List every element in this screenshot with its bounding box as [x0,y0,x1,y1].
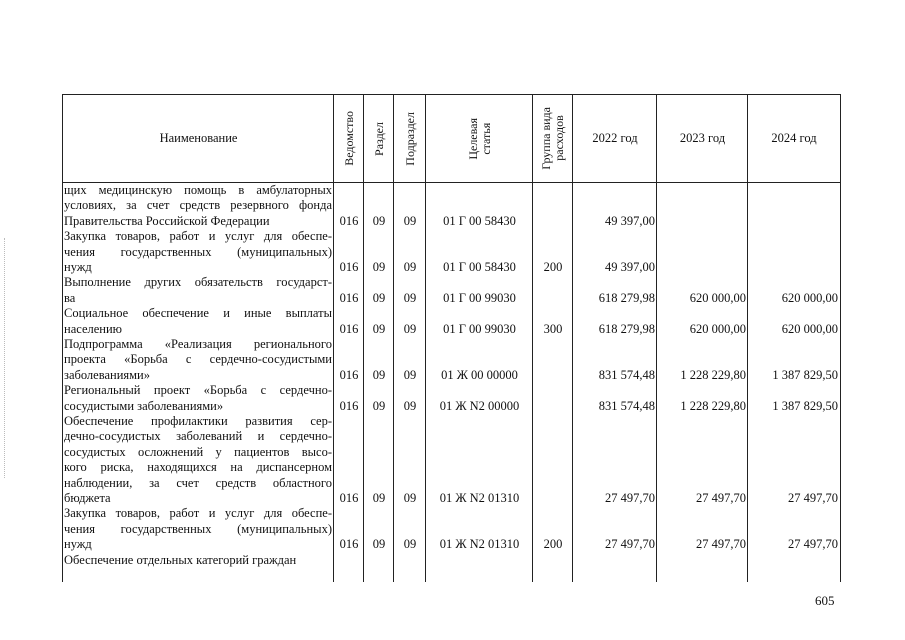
row-name-line: Закупка товаров, работ и услуг для обеспе- [64,229,332,244]
row-name-line: нужд [64,537,92,552]
row-name-line: кого риска, находящихся на диспансерном [64,460,332,475]
col-divider [393,95,394,582]
header-podrazdel-text: Подраздел [402,111,417,166]
row-name-line: чения государственных (муниципальных) [64,244,332,259]
cell-y2022: 49 397,00 [605,260,655,274]
cell-y2022: 618 279,98 [598,321,655,336]
cell-cs: 01 Ж N2 01310 [439,491,520,505]
cell-cs: 01 Ж N2 00000 [439,398,520,413]
cell-y2023: 27 497,70 [696,537,746,552]
row-name-line: чения государственных (муниципальных) [64,521,332,536]
cell-y2024: 620 000,00 [781,321,838,336]
cell-podr: 09 [403,491,417,505]
header-razdel [364,95,394,182]
cell-y2023: 1 228 229,80 [680,398,746,413]
row-name-line: сосудистыми заболеваниями» [64,398,224,413]
header-gruppa [533,95,573,182]
cell-razd: 09 [372,290,386,305]
row-name-line: условиях, за счет средств резервного фонда [64,198,332,213]
row-name-line: сосудистых осложнений у пациентов высо- [64,444,332,459]
cell-ved: 016 [339,213,359,228]
header-celevaya-line1: Целевая [465,117,480,160]
cell-cs: 01 Г 00 99030 [443,290,516,305]
header-gruppa-text [540,107,566,170]
col-divider [572,95,573,582]
cell-ved: 016 [339,367,359,382]
cell-cs: 01 Г 00 99030 [443,321,516,336]
cell-y2022: 618 279,98 [598,290,655,305]
header-name [63,95,334,182]
row-name-line: Выполнение других обязательств государст- [64,275,332,290]
col-divider [656,95,657,582]
cell-ved: 016 [339,321,359,336]
page-number: 605 [815,593,835,608]
header-vedomstvo-text: Ведомство [341,111,356,166]
row-name-line: Правительства Российской Федерации [64,213,270,228]
cell-y2022: 831 574,48 [598,367,655,382]
cell-podr: 09 [403,537,417,552]
row-name-line: Подпрограмма «Реализация регионального [64,337,332,351]
header-2024 [748,95,840,182]
cell-podr: 09 [403,290,417,305]
cell-cs: 01 Г 00 58430 [443,213,516,228]
header-2023 [657,95,748,182]
cell-razd: 09 [372,491,386,505]
cell-y2022: 49 397,00 [605,213,655,228]
col-divider [747,95,748,582]
row-name-line: Закупка товаров, работ и услуг для обеспе- [64,506,332,521]
row-name-line: Обеспечение отдельных категорий граждан [64,552,297,567]
row-name-line: Обеспечение профилактики развития сер- [64,414,332,428]
col-divider [425,95,426,582]
cell-razd: 09 [372,367,386,382]
cell-razd: 09 [372,321,386,336]
cell-podr: 09 [403,260,417,274]
header-vedomstvo [334,95,364,182]
cell-y2022: 831 574,48 [598,398,655,413]
row-name-line: населению [64,321,122,336]
header-2023-text: 2023 год [679,131,726,145]
cell-ved: 016 [339,398,359,413]
cell-podr: 09 [403,321,417,336]
cell-cs: 01 Г 00 58430 [443,260,516,274]
cell-y2024: 620 000,00 [781,290,838,305]
header-celevaya-text [467,118,493,160]
header-gruppa-line2: расходов [552,115,566,162]
cell-y2024: 1 387 829,50 [772,367,838,382]
cell-y2023: 620 000,00 [689,321,746,336]
cell-podr: 09 [403,398,417,413]
cell-podr: 09 [403,367,417,382]
cell-razd: 09 [372,213,386,228]
header-2022-text: 2022 год [592,131,638,145]
row-name-line: наблюдении, за счет средств областного [64,475,332,490]
col-divider [363,95,364,582]
header-gruppa-line1: Группа вида [539,107,553,170]
cell-vr: 200 [543,260,563,274]
cell-ved: 016 [339,491,359,505]
row-name-line: щих медицинскую помощь в амбулаторных [64,183,332,197]
cell-ved: 016 [339,290,359,305]
cell-cs: 01 Ж 00 00000 [441,367,518,382]
col-divider [532,95,533,582]
cell-vr: 200 [543,537,563,552]
header-name-text: Наименование [159,131,238,145]
row-name-line: нужд [64,260,92,274]
header-celevaya [426,95,533,182]
header-2022 [573,95,657,182]
cell-y2022: 27 497,70 [605,491,655,505]
cell-y2022: 27 497,70 [605,537,655,552]
cell-razd: 09 [372,537,386,552]
row-name-line: ва [64,290,76,305]
row-name-line: Социальное обеспечение и иные выплаты [64,306,332,321]
cell-cs: 01 Ж N2 01310 [439,537,520,552]
table-header [63,95,840,183]
col-divider [333,95,334,582]
cell-razd: 09 [372,398,386,413]
cell-y2024: 27 497,70 [788,491,838,505]
header-2024-text: 2024 год [771,131,817,145]
cell-vr: 300 [543,321,563,336]
budget-table [62,94,841,582]
row-name-line: дечно-сосудистых заболеваний и сердечно- [64,429,332,444]
header-celevaya-line2: статья [478,122,493,155]
row-name-line: заболеваниями» [64,367,150,382]
row-name-line: проекта «Борьба с сердечно-сосудистыми [64,352,332,367]
row-name-line: Региональный проект «Борьба с сердечно- [64,383,332,398]
cell-y2024: 1 387 829,50 [772,398,838,413]
cell-ved: 016 [339,260,359,274]
margin-marks [4,238,9,478]
cell-y2023: 1 228 229,80 [680,367,746,382]
header-razdel-text: Раздел [371,121,386,156]
cell-y2024: 27 497,70 [788,537,838,552]
cell-y2023: 620 000,00 [689,290,746,305]
cell-razd: 09 [372,260,386,274]
row-name-line: бюджета [64,491,111,505]
cell-ved: 016 [339,537,359,552]
header-podrazdel [394,95,426,182]
cell-podr: 09 [403,213,417,228]
cell-y2023: 27 497,70 [696,491,746,505]
